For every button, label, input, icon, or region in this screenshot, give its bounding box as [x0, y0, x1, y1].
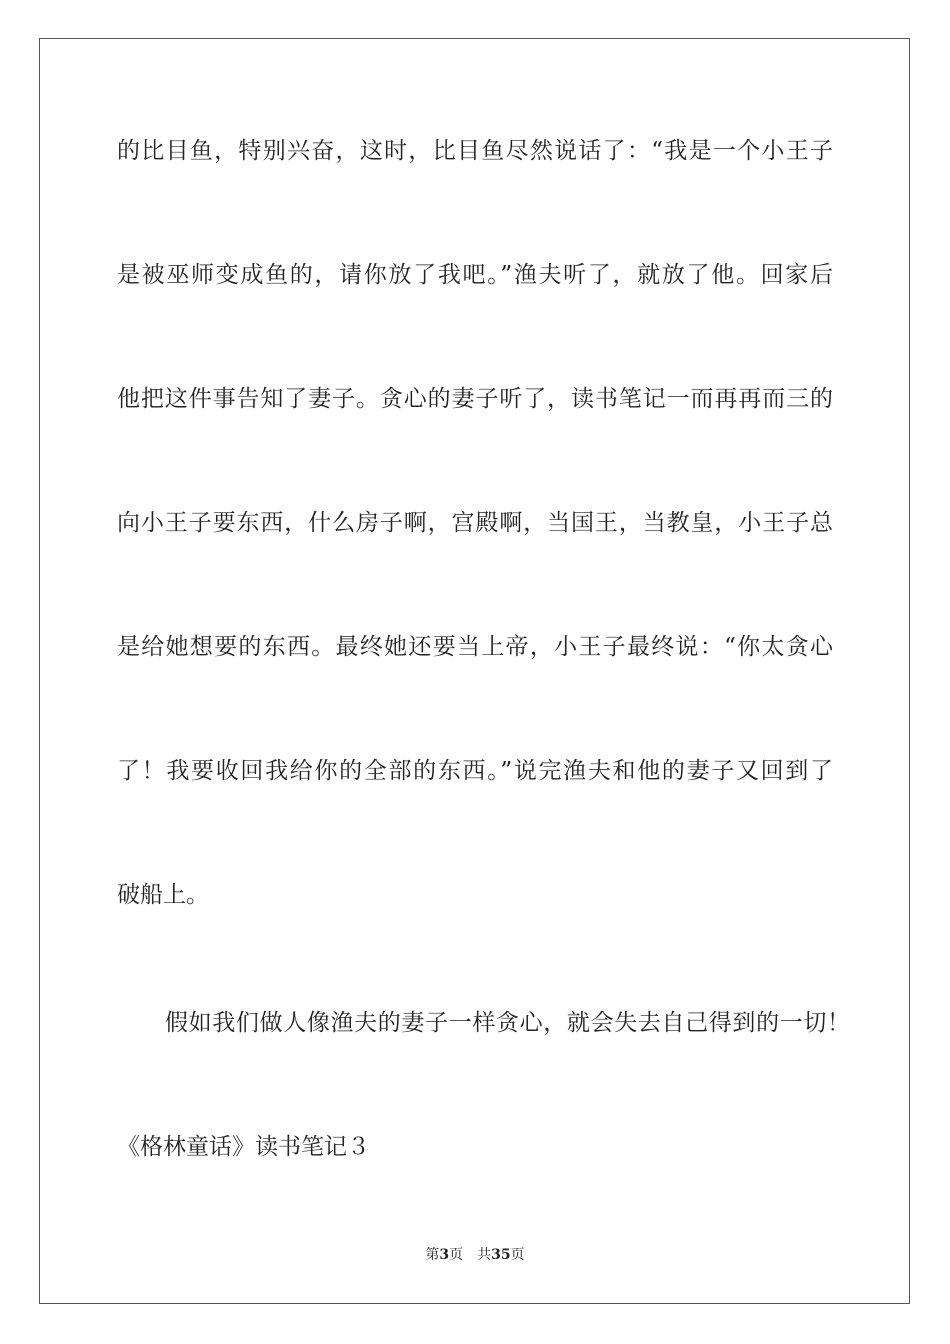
paragraph-line-2: 是被巫师变成鱼的，请你放了我吧。”渔夫听了，就放了他。回家后 — [117, 262, 833, 288]
page-footer — [0, 1245, 950, 1265]
paragraph-line-7: 破船上。 — [117, 882, 209, 908]
paragraph-line-4: 向小王子要东西，什么房子啊，宫殿啊，当国王，当教皇，小王子总 — [117, 510, 833, 536]
footer-page-number: 3 — [439, 1247, 450, 1263]
paragraph-line-6: 了！我要收回我给你的全部的东西。”说完渔夫和他的妻子又回到了 — [117, 758, 833, 784]
paragraph-2: 假如我们做人像渔夫的妻子一样贪心，就会失去自己得到的一切！ — [165, 1010, 850, 1036]
paragraph-line-3: 他把这件事告知了妻子。贪心的妻子听了，读书笔记一而再再而三的 — [117, 386, 833, 412]
footer-total-pages: 35 — [491, 1247, 511, 1263]
page-border — [39, 38, 910, 1304]
footer-total-prefix: 共 — [477, 1247, 492, 1263]
footer-total-suffix: 页 — [510, 1247, 525, 1263]
footer-page-prefix: 第 — [425, 1247, 440, 1263]
footer-page-suffix: 页 — [449, 1247, 464, 1263]
paragraph-line-1: 的比目鱼，特别兴奋，这时，比目鱼尽然说话了：“我是一个小王子 — [117, 138, 833, 164]
paragraph-line-5: 是给她想要的东西。最终她还要当上帝，小王子最终说：“你太贪心 — [117, 634, 833, 660]
section-heading: 《格林童话》读书笔记３ — [117, 1134, 370, 1160]
